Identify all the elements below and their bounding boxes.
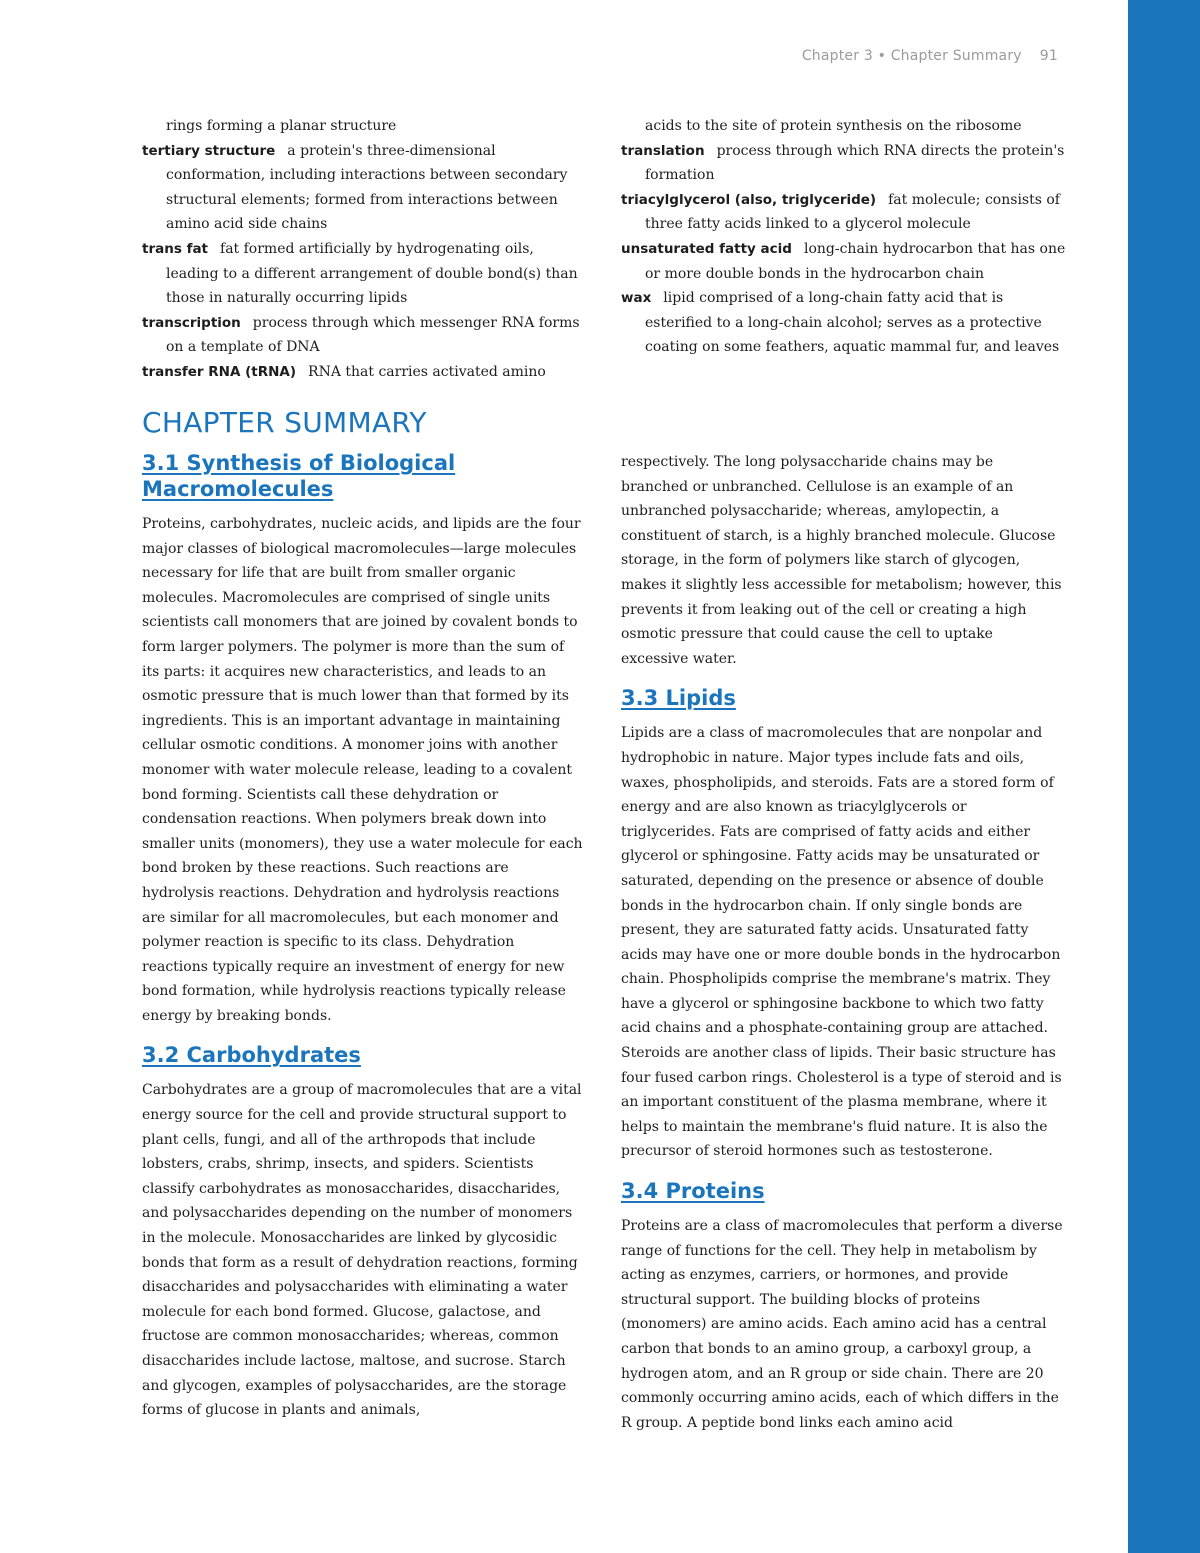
glossary-entry bbox=[621, 237, 1066, 286]
glossary-definition: fat formed artificially by hydrogenating oils, leading to a different arrangement of double bond(s) than those in naturally occurring lipids bbox=[166, 240, 578, 307]
glossary-entry bbox=[621, 286, 1066, 360]
section-body-3-1: Proteins, carbohydrates, nucleic acids, and lipids are the four major classes of biological macromolecules—large molecules necessary for life that are built from smaller organic molecules. Macromolecules are comprised of single units scientists call monomers that are joined by covalent bonds to form larger polymers. The polymer is more than the sum of its parts: it acquires new characteristics, and leads to an osmotic pressure that is much lower than that formed by its ingredients. This is an important advantage in maintaining cellular osmotic conditions. A monomer joins with another monomer with water molecule release, leading to a covalent bond forming. Scientists call these dehydration or condensation reactions. When polymers break down into smaller units (monomers), they use a water molecule for each bond broken by these reactions. Such reactions are hydrolysis reactions. Dehydration and hydrolysis reactions are similar for all macromolecules, but each monomer and polymer reaction is specific to its class. Dehydration reactions typically require an investment of energy for new bond formation, while hydrolysis reactions typically release energy by breaking bonds. bbox=[142, 516, 583, 1024]
glossary-definition: a protein's three-dimensional conformation, including interactions between secondary structural elements; formed from interactions between amino acid side chains bbox=[166, 142, 568, 233]
section-heading-3-2[interactable]: 3.2 Carbohydrates bbox=[142, 1043, 361, 1068]
glossary-term: translation bbox=[621, 142, 705, 159]
running-title: Chapter 3 • Chapter Summary bbox=[801, 48, 1022, 64]
glossary-entry bbox=[142, 139, 587, 237]
glossary-definition: RNA that carries activated amino bbox=[308, 363, 546, 380]
section-body-3-4: Proteins are a class of macromolecules that perform a diverse range of functions for the cell. They help in metabolism by acting as enzymes, carriers, or hormones, and provide structural support. The building blocks of proteins (monomers) are amino acids. Each amino acid has a central carbon that bonds to an amino group, a carboxyl group, a hydrogen atom, and an R group or side chain. There are 20 commonly occurring amino acids, each of which differs in the R group. A peptide bond links each amino acid bbox=[621, 1218, 1063, 1431]
summary-left-column bbox=[142, 450, 584, 1423]
section-body-3-2-continued: respectively. The long polysaccharide chains may be branched or unbranched. Cellulose is an example of an unbranched polysaccharide; whereas, amylopectin, a constituent of starch, is a highly branched molecule. Glucose storage, in the form of polymers like starch of glycogen, makes it slightly less accessible for metabolism; however, this prevents it from leaking out of the cell or creating a high osmotic pressure that could cause the cell to uptake excessive water. bbox=[621, 454, 1062, 667]
glossary-definition: fat molecule; consists of three fatty acids linked to a glycerol molecule bbox=[645, 191, 1060, 233]
glossary-term: trans fat bbox=[142, 240, 209, 257]
glossary-entry bbox=[621, 114, 1066, 139]
glossary-term: wax bbox=[621, 290, 652, 307]
section-heading-3-1[interactable]: 3.1 Synthesis of Biological Macromolecules bbox=[142, 451, 456, 501]
glossary-entry bbox=[621, 139, 1066, 188]
chapter-summary-heading: CHAPTER SUMMARY bbox=[142, 406, 427, 439]
glossary-entry bbox=[142, 114, 587, 139]
glossary-entry bbox=[621, 188, 1066, 237]
glossary-term: triacylglycerol (also, triglyceride) bbox=[621, 191, 877, 208]
glossary-entry bbox=[142, 360, 587, 385]
page-number: 91 bbox=[1039, 48, 1058, 64]
glossary-definition: long-chain hydrocarbon that has one or more double bonds in the hydrocarbon chain bbox=[645, 240, 1066, 282]
summary-right-column bbox=[621, 450, 1063, 1435]
chapter-color-bar bbox=[1128, 0, 1200, 1553]
section-body-3-3: Lipids are a class of macromolecules that are nonpolar and hydrophobic in nature. Major types include fats and oils, waxes, phospholipids, and steroids. Fats are a stored form of energy and are also known as triacylglycerols or triglycerides. Fats are comprised of fatty acids and either glycerol or sphingosine. Fatty acids may be unsaturated or saturated, depending on the presence or absence of double bonds in the hydrocarbon chain. If only single bonds are present, they are saturated fatty acids. Unsaturated fatty acids may have one or more double bonds in the hydrocarbon chain. Phospholipids comprise the membrane's matrix. They have a glycerol or sphingosine backbone to which two fatty acid chains and a phosphate-containing group are attached. Steroids are another class of lipids. Their basic structure has four fused carbon rings. Cholesterol is a type of steroid and is an important constituent of the plasma membrane, where it helps to maintain the membrane's fluid nature. It is also the precursor of steroid hormones such as testosterone. bbox=[621, 725, 1062, 1160]
section-heading-3-4[interactable]: 3.4 Proteins bbox=[621, 1179, 765, 1204]
glossary-definition: process through which RNA directs the protein's formation bbox=[645, 142, 1065, 184]
glossary-left-column bbox=[142, 114, 587, 385]
running-header bbox=[802, 48, 1058, 64]
glossary-term: tertiary structure bbox=[142, 142, 276, 159]
section-body-3-2: Carbohydrates are a group of macromolecules that are a vital energy source for the cell and provide structural support to plant cells, fungi, and all of the arthropods that include lobsters, crabs, shrimp, insects, and spiders. Scientists classify carbohydrates as monosaccharides, disaccharides, and polysaccharides depending on the number of monomers in the molecule. Monosaccharides are linked by glycosidic bonds that form as a result of dehydration reactions, forming disaccharides and polysaccharides with eliminating a water molecule for each bond formed. Glucose, galactose, and fructose are common monosaccharides; whereas, common disaccharides include lactose, maltose, and sucrose. Starch and glycogen, examples of polysaccharides, are the storage forms of glucose in plants and animals, bbox=[142, 1082, 582, 1419]
glossary-definition: process through which messenger RNA forms on a template of DNA bbox=[166, 314, 580, 356]
glossary-term: transfer RNA (tRNA) bbox=[142, 363, 297, 380]
glossary-definition: acids to the site of protein synthesis on the ribosome bbox=[645, 118, 1022, 134]
glossary-definition: lipid comprised of a long-chain fatty acid that is esterified to a long-chain alcohol; serves as a protective coating on some feathers, aquatic mammal fur, and leaves bbox=[645, 290, 1060, 356]
section-heading-3-3[interactable]: 3.3 Lipids bbox=[621, 686, 736, 711]
glossary-entry bbox=[142, 311, 587, 360]
glossary-right-column bbox=[621, 114, 1066, 360]
glossary-entry bbox=[142, 237, 587, 311]
glossary-definition: rings forming a planar structure bbox=[166, 118, 397, 134]
glossary-term: unsaturated fatty acid bbox=[621, 240, 792, 257]
glossary-term: transcription bbox=[142, 314, 241, 331]
